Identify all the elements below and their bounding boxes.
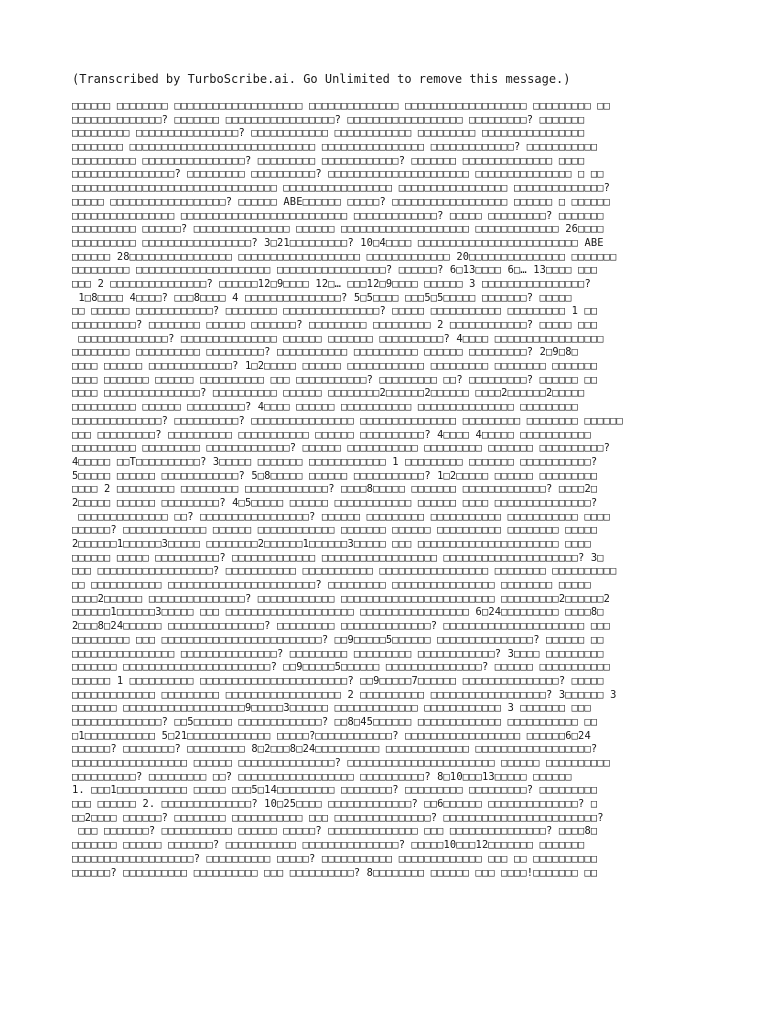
transcript-line: □□□□□□ □□□□□ □□□□□□□□□□? □□□□□□□□□□□□□ □□□□□□□□□□□□□□□□□□ □□□□□□□□□□□□□□□□□□□□□? 3□ xyxy=(72,551,604,564)
transcript-line: □□□□□□□□□ □□□ □□□□□□□□□□□□□□□□□□□□□□□□□? □□9□□□□□5□□□□□□ □□□□□□□□□□□□□□□? □□□□□□ □□ xyxy=(72,633,604,646)
transcript-line: □□□□□□□□□□□□□□□□□□□□□□□□□□□□□□□□ □□□□□□□□□□□□□□□□□ □□□□□□□□□□□□□□□□□ □□□□□□□□□□□□□□? xyxy=(72,182,611,195)
transcript-line: □□□□□□□□□□□□□□? □□□□□□□□□□? □□□□□□□□□□□□□□□□ □□□□□□□□□□□□□□□ □□□□□□□□□ □□□□□□□□ □□□□□□ xyxy=(72,414,623,427)
transcript-page xyxy=(72,70,712,880)
transcript-line: □□□ □□□□□□□? □□□□□□□□□□□ □□□□□□ □□□□□? □□□□□□□□□□□□□□ □□□ □□□□□□□□□□□□□□□? □□□□8□ xyxy=(72,825,598,838)
transcript-line: 2□□□□□□1□□□□□□3□□□□□ □□□□□□□□2□□□□□□1□□□□□□3□□□□□ □□□ □□□□□□□□□□□□□□□□□□□□□□ □□□□ xyxy=(72,538,591,550)
transcript-line: □□□□□□1□□□□□□3□□□□□ □□□ □□□□□□□□□□□□□□□□□□□□ □□□□□□□□□□□□□□□□□ 6□24□□□□□□□□□ □□□□8□ xyxy=(72,606,604,619)
transcript-line: □□□□□□□□□□? □□□□□□□□□ □□? □□□□□□□□□□□□□□□□□□ □□□□□□□□□□? 8□10□□□13□□□□□ □□□□□□ xyxy=(72,770,572,783)
transcript-line: □□□□□ □□□□□□□□□□□□□□□□□□? □□□□□□ ABE□□□□□□ □□□□□? □□□□□□□□□□□□□□□□□□ □□□□□□ □ □□□□□□ xyxy=(72,195,611,208)
transcript-line: 2□□□8□24□□□□□□ □□□□□□□□□□□□□□□? □□□□□□□□□ □□□□□□□□□□□□□□? □□□□□□□□□□□□□□□□□□□□□□ □□□ xyxy=(72,620,611,633)
transcript-line: □□□□□□□□□□□□□ □□□□□□□□□ □□□□□□□□□□□□□□□□□□ 2 □□□□□□□□□□ □□□□□□□□□□□□□□□□□□? 3□□□□□□ 3 xyxy=(72,688,617,701)
transcript-line: □□□□□□□□□ □□□□□□□□□□□□□□□□? □□□□□□□□□□□□ □□□□□□□□□□□□ □□□□□□□□□ □□□□□□□□□□□□□□□□ xyxy=(72,127,585,140)
transcript-line: □□□□□□□□□□□□□□? □□5□□□□□□ □□□□□□□□□□□□□? □□8□45□□□□□□ □□□□□□□□□□□□□ □□□□□□□□□□□ □□ xyxy=(72,715,598,728)
transcript-line: □□□□□□□□□ □□□□□□□□□□ □□□□□□□□□? □□□□□□□□□□□ □□□□□□□□□□ □□□□□□ □□□□□□□□□? 2□9□8□ xyxy=(72,346,579,359)
transcript-line: □□□□ □□□□□□□ □□□□□□ □□□□□□□□□□ □□□ □□□□□□□□□□□? □□□□□□□□□ □□? □□□□□□□□□? □□□□□□ □□ xyxy=(72,373,598,386)
transcript-line: □□□□□□□□□□□□□□□□□□□? □□□□□□□□□□ □□□□□? □□□□□□□□□□□ □□□□□□□□□□□□□ □□□ □□ □□□□□□□□□□ xyxy=(72,852,598,865)
transcript-line: □□□ □□□□□□□□□? □□□□□□□□□□ □□□□□□□□□□□ □□□□□□ □□□□□□□□□□? 4□□□□ 4□□□□□ □□□□□□□□□□□ xyxy=(72,428,591,441)
transcript-line: □□□□□□□□□□ □□□□□□□□□□□□□□□□? □□□□□□□□□ □□□□□□□□□□□□? □□□□□□□ □□□□□□□□□□□□□□ □□□□ xyxy=(72,154,585,167)
transcription-banner: (Transcribed by TurboScribe.ai. Go Unlimited to remove this message.) xyxy=(72,72,571,86)
transcript-line: □□□□□□□□□□□□□□? □□□□□□□□□□□□□□□ □□□□□□ □□□□□□□ □□□□□□□□□□? 4□□□□ □□□□□□□□□□□□□□□□□ xyxy=(72,332,604,345)
transcript-line: □□□□□□□□□□? □□□□□□□□ □□□□□□ □□□□□□□? □□□□□□□□□ □□□□□□□□□ 2 □□□□□□□□□□□□? □□□□□ □□□ xyxy=(72,319,598,331)
transcript-line: □□□ □□□□□□□□□□□□□□□□□□? □□□□□□□□□□□ □□□□□□□□□□□ □□□□□□□□□□□□□□□□□ □□□□□□□□ □□□□□□□□□□ xyxy=(72,565,617,578)
transcript-line: □□□□□□□□ □□□□□□□□□□□□□□□□□□□□□□□□□□□□□ □□□□□□□□□□□□□□□□ □□□□□□□□□□□□□? □□□□□□□□□□□ xyxy=(72,141,598,154)
transcript-line: □□2□□□□ □□□□□□? □□□□□□□□ □□□□□□□□□□□ □□□ □□□□□□□□□□□□□□□? □□□□□□□□□□□□□□□□□□□□□□□□? xyxy=(72,811,604,824)
transcript-line: 1. □□□1□□□□□□□□□□□ □□□□□ □□□5□14□□□□□□□□□ □□□□□□□□? □□□□□□□□□ □□□□□□□□□? □□□□□□□□□ xyxy=(72,784,598,797)
transcript-line: □□□ 2 □□□□□□□□□□□□□□□? □□□□□□12□9□□□□ 12□… □□□12□9□□□□ □□□□□□ 3 □□□□□□□□□□□□□□□□? xyxy=(72,277,591,290)
transcript-line: 2□□□□□ □□□□□□ □□□□□□□□□? 4□5□□□□□ □□□□□□ □□□□□□□□□□□□ □□□□□□ □□□□ □□□□□□□□□□□□□□□? xyxy=(72,496,598,509)
transcript-line: □□ □□□□□□□□□□□ □□□□□□□□□□□□□□□□□□□□□□□? □□□□□□□□□ □□□□□□□□□□□□□□□□ □□□□□□□□ □□□□□ xyxy=(72,579,591,592)
transcript-line: □□□□□□□□□□□□□□□□□□ □□□□□□ □□□□□□□□□□□□□□□? □□□□□□□□□□□□□□□□□□□□□□□ □□□□□□ □□□□□□□□□□ xyxy=(72,757,611,769)
transcript-line: □□□□□□□□□□□□□□ □□? □□□□□□□□□□□□□□□□□? □□□□□□ □□□□□□□□□ □□□□□□□□□□□ □□□□□□□□□□□ □□□□ xyxy=(72,510,611,523)
transcript-line: □□□□□□□□□□□□□□? □□□□□□□ □□□□□□□□□□□□□□□□□? □□□□□□□□□□□□□□□□□□ □□□□□□□□□? □□□□□□□ xyxy=(72,113,585,126)
transcript-line: □□□□□□□□□□ □□□□□□ □□□□□□□□□? 4□□□□ □□□□□□ □□□□□□□□□□□ □□□□□□□□□□□□□□□ □□□□□□□□□ xyxy=(72,401,579,414)
transcript-line: □□□□□□ □□□□□□□□ □□□□□□□□□□□□□□□□□□□□ □□□□□□□□□□□□□□ □□□□□□□□□□□□□□□□□□□ □□□□□□□□□ □□ xyxy=(72,100,611,112)
transcript-line: □□□□□□? □□□□□□□□□□ □□□□□□□□□□ □□□ □□□□□□□□□□? 8□□□□□□□□ □□□□□□ □□□ □□□□!□□□□□□□ □□ xyxy=(72,866,598,879)
transcript-line: □□□□2□□□□□□ □□□□□□□□□□□□□□□? □□□□□□□□□□□□ □□□□□□□□□□□□□□□□□□□□□□□□ □□□□□□□□□2□□□□□□2 xyxy=(72,592,611,605)
transcript-line: □□□□ □□□□□□□□□□□□□□□? □□□□□□□□□□ □□□□□□ □□□□□□□□2□□□□□□2□□□□□□ □□□□2□□□□□□2□□□□□ xyxy=(72,387,585,400)
transcript-line: □□□□□□□ □□□□□□ □□□□□□□? □□□□□□□□□□□ □□□□□□□□□□□□□□□? □□□□□10□□□12□□□□□□□ □□□□□□□ xyxy=(72,839,585,852)
transcript-line: □□□□□□□□□□ □□□□□□□□□□□□□□□□□? 3□21□□□□□□□□□? 10□4□□□□ □□□□□□□□□□□□□□□□□□□□□□□□□ ABE xyxy=(72,236,604,249)
transcript-line: □□□□□□□ □□□□□□□□□□□□□□□□□□□9□□□□□3□□□□□□ □□□□□□□□□□□□□ □□□□□□□□□□□□ 3 □□□□□□□ □□□ xyxy=(72,702,591,715)
transcript-body xyxy=(72,100,712,880)
transcript-line: □□□□□□□□□□ □□□□□□? □□□□□□□□□□□□□□□ □□□□□□ □□□□□□□□□□□□□□□□□□□□ □□□□□□□□□□□□□ 26□□□□ xyxy=(72,223,604,236)
transcript-line: □□□ □□□□□□ 2. □□□□□□□□□□□□□□? 10□25□□□□ □□□□□□□□□□□□□? □□6□□□□□□ □□□□□□□□□□□□□□? □ xyxy=(72,798,598,811)
transcript-line: □□□□□□? □□□□□□□□□□□□□ □□□□□□ □□□□□□□□□□□□ □□□□□□□ □□□□□□ □□□□□□□□□□ □□□□□□□□ □□□□□ xyxy=(72,524,598,537)
transcript-line: 1□8□□□□ 4□□□□? □□□8□□□□ 4 □□□□□□□□□□□□□□□? 5□5□□□□ □□□5□5□□□□□ □□□□□□□? □□□□□ xyxy=(72,291,572,304)
transcript-line: □□□□ 2 □□□□□□□□□ □□□□□□□□□ □□□□□□□□□□□□□? □□□□8□□□□□ □□□□□□□ □□□□□□□□□□□□□? □□□□2□ xyxy=(72,483,598,496)
transcript-line: □□□□□□ 1 □□□□□□□□□□ □□□□□□□□□□□□□□□□□□□□□□□? □□9□□□□□7□□□□□□ □□□□□□□□□□□□□□□? □□□□□ xyxy=(72,674,604,687)
transcript-line: □□□□□□□□□□ □□□□□□□□□ □□□□□□□□□□□□□? □□□□□□ □□□□□□□□□□□ □□□□□□□□□ □□□□□□□ □□□□□□□□□□? xyxy=(72,442,611,455)
transcript-line: □□□□□□ 28□□□□□□□□□□□□□□□□ □□□□□□□□□□□□□□□□□□□ □□□□□□□□□□□□□ 20□□□□□□□□□□□□□□□ □□□□□□□ xyxy=(72,250,617,263)
transcript-line: 4□□□□□ □□T□□□□□□□□□□? 3□□□□□ □□□□□□□ □□□□□□□□□□□□ 1 □□□□□□□□□ □□□□□□□ □□□□□□□□□□□? xyxy=(72,455,598,468)
transcript-line: □□□□□□□□□□□□□□□□? □□□□□□□□□ □□□□□□□□□□? □□□□□□□□□□□□□□□□□□□□□□ □□□□□□□□□□□□□□□ □ □□ xyxy=(72,168,604,181)
transcript-line: 5□□□□□ □□□□□□ □□□□□□□□□□□□? 5□8□□□□□ □□□□□□ □□□□□□□□□□□? 1□2□□□□□ □□□□□□ □□□□□□□□□ xyxy=(72,469,598,482)
transcript-line: □□□□ □□□□□□ □□□□□□□□□□□□□? 1□2□□□□□ □□□□□□ □□□□□□□□□□□□ □□□□□□□□□ □□□□□□□□ □□□□□□□ xyxy=(72,360,598,373)
transcript-line: □1□□□□□□□□□□□ 5□21□□□□□□□□□□□□□ □□□□□?□□□□□□□□□□□□? □□□□□□□□□□□□□□□□□□ □□□□□□6□24 xyxy=(72,729,591,742)
transcript-line: □□□□□□? □□□□□□□□? □□□□□□□□□ 8□2□□□8□24□□□□□□□□□□ □□□□□□□□□□□□□ □□□□□□□□□□□□□□□□□□? xyxy=(72,743,598,756)
transcript-line: □□□□□□□□□ □□□□□□□□□□□□□□□□□□□□□ □□□□□□□□□□□□□□□□□? □□□□□□? 6□13□□□□ 6□… 13□□□□ □□□ xyxy=(72,264,598,277)
transcript-line: □□ □□□□□□ □□□□□□□□□□□□? □□□□□□□□ □□□□□□□□□□□□□□□? □□□□□ □□□□□□□□□□□ □□□□□□□□□ 1 □□ xyxy=(72,305,598,318)
transcript-line: □□□□□□□□□□□□□□□□ □□□□□□□□□□□□□□□□□□□□□□□□□□ □□□□□□□□□□□□□? □□□□□ □□□□□□□□□? □□□□□□□ xyxy=(72,209,604,222)
transcript-line: □□□□□□□□□□□□□□□□ □□□□□□□□□□□□□□□? □□□□□□□□□ □□□□□□□□□ □□□□□□□□□□□□? 3□□□□ □□□□□□□□□ xyxy=(72,647,604,660)
transcript-line: □□□□□□□ □□□□□□□□□□□□□□□□□□□□□□□? □□9□□□□□5□□□□□□ □□□□□□□□□□□□□□□? □□□□□□ □□□□□□□□□□□ xyxy=(72,661,611,674)
